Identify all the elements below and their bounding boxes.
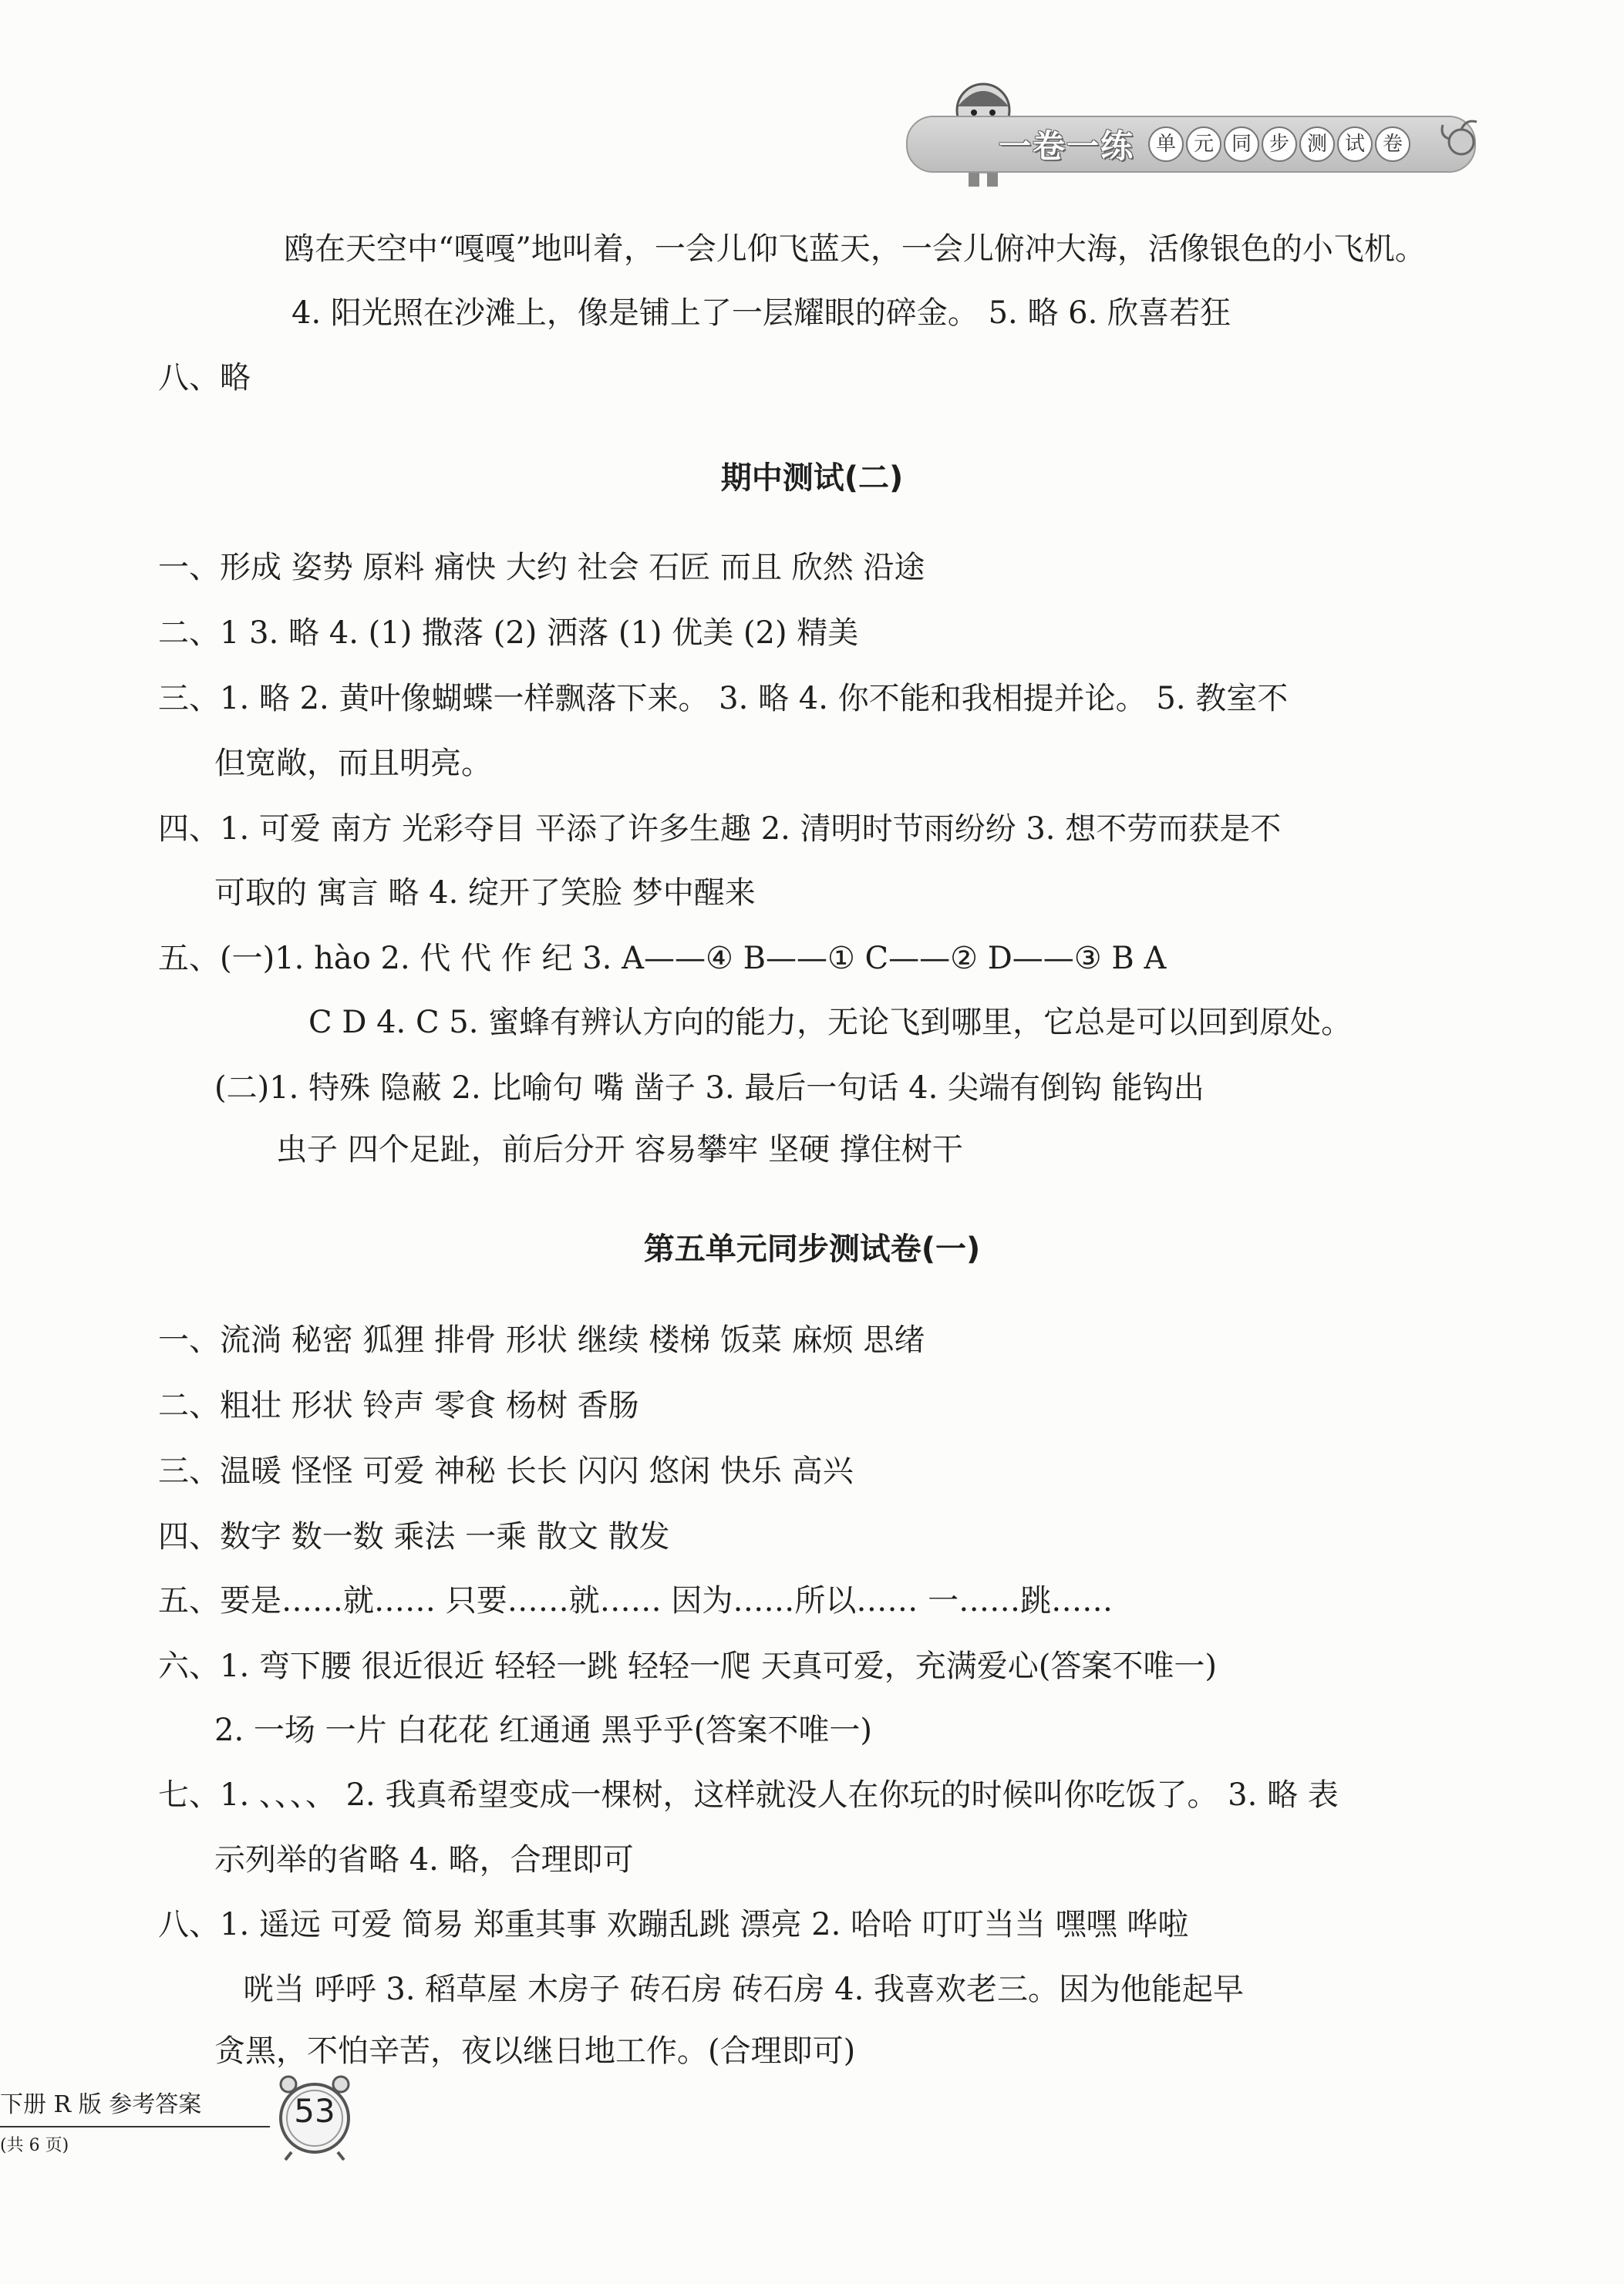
answer-line: 五、要是……就…… 只要……就…… 因为……所以…… 一……跳……: [158, 1583, 1114, 1619]
banner-char: 单: [1148, 126, 1184, 162]
answer-line: 鸥在天空中“嘎嘎”地叫着，一会儿仰飞蓝天，一会儿俯冲大海，活像银色的小飞机。: [284, 231, 1426, 267]
answer-line: 八、1. 遥远 可爱 简易 郑重其事 欢蹦乱跳 漂亮 2. 哈哈 叮叮当当 嘿嘿 哗啦: [158, 1907, 1189, 1942]
banner-char: 试: [1337, 126, 1373, 162]
footer-divider: [0, 2126, 270, 2127]
answer-line: 可取的 寓言 略 4. 绽开了笑脸 梦中醒来: [214, 875, 756, 911]
answer-line: (二)1. 特殊 隐蔽 2. 比喻句 嘴 凿子 3. 最后一句话 4. 尖端有倒钩 能钩出: [214, 1070, 1205, 1106]
banner-subtitle: [1148, 126, 1410, 162]
answer-line: 三、1. 略 2. 黄叶像蝴蝶一样飘落下来。 3. 略 4. 你不能和我相提并论。 5. 教室不: [158, 681, 1289, 716]
answer-line: 三、温暖 怪怪 可爱 神秘 长长 闪闪 悠闲 快乐 高兴: [158, 1454, 854, 1489]
answer-line: 2. 一场 一片 白花花 红通通 黑乎乎(答案不唯一): [214, 1713, 872, 1748]
answer-line: 但宽敞，而且明亮。: [214, 746, 492, 781]
answer-line: 贪黑，不怕辛苦，夜以继日地工作。(合理即可): [214, 2033, 856, 2069]
banner-char: 同: [1224, 126, 1259, 162]
answer-line: 二、粗壮 形状 铃声 零食 杨树 香肠: [158, 1388, 639, 1423]
swirl-decoration-icon: [1438, 116, 1484, 162]
answer-line: 八、略: [158, 360, 251, 396]
banner-char: 卷: [1375, 126, 1410, 162]
banner-char: 步: [1262, 126, 1297, 162]
footer-page-count: (共 6 页): [0, 2136, 69, 2155]
page-number: 53: [294, 2092, 335, 2130]
answer-line: 四、1. 可爱 南方 光彩夺目 平添了许多生趣 2. 清明时节雨纷纷 3. 想不劳而获是不: [158, 811, 1282, 847]
answer-line: 五、(一)1. hào 2. 代 代 作 纪 3. A——④ B——① C——② D——③ B A: [158, 941, 1167, 976]
page-footer: [0, 2086, 1624, 2178]
answer-line: C D 4. C 5. 蜜蜂有辨认方向的能力，无论飞到哪里，它总是可以回到原处。: [308, 1005, 1353, 1040]
banner-char: 元: [1186, 126, 1221, 162]
answer-line: 一、流淌 秘密 狐狸 排骨 形状 继续 楼梯 饭菜 麻烦 思绪: [158, 1322, 925, 1358]
answer-line: 四、数字 数一数 乘法 一乘 散文 散发: [158, 1519, 670, 1555]
answer-line: 示列举的省略 4. 略，合理即可: [214, 1842, 634, 1878]
section-title-unit5: 第五单元同步测试卷(一): [643, 1231, 981, 1267]
series-title: 一卷一练: [999, 127, 1135, 165]
answer-line: 一、形成 姿势 原料 痛快 大约 社会 石匠 而且 欣然 沿途: [158, 550, 925, 585]
section-title-midterm: 期中测试(二): [720, 460, 904, 496]
header-banner: [906, 116, 1476, 173]
answer-line: 二、1 3. 略 4. (1) 撒落 (2) 洒落 (1) 优美 (2) 精美: [158, 615, 859, 651]
answer-line: 六、1. 弯下腰 很近很近 轻轻一跳 轻轻一爬 天真可爱，充满爱心(答案不唯一): [158, 1649, 1217, 1684]
answer-line: 虫子 四个足趾，前后分开 容易攀牢 坚硬 撑住树干: [276, 1132, 963, 1167]
footer-label: 下册 R 版 参考答案: [0, 2091, 202, 2118]
banner-char: 测: [1299, 126, 1335, 162]
answer-line: 七、1. 、、、、 2. 我真希望变成一棵树，这样就没人在你玩的时候叫你吃饭了。 3. 略 表: [158, 1777, 1339, 1813]
answer-line: 咣当 呼呼 3. 稻草屋 木房子 砖石房 砖石房 4. 我喜欢老三。因为他能起早: [243, 1972, 1245, 2007]
answer-line: 4. 阳光照在沙滩上，像是铺上了一层耀眼的碎金。 5. 略 6. 欣喜若狂: [291, 295, 1231, 331]
